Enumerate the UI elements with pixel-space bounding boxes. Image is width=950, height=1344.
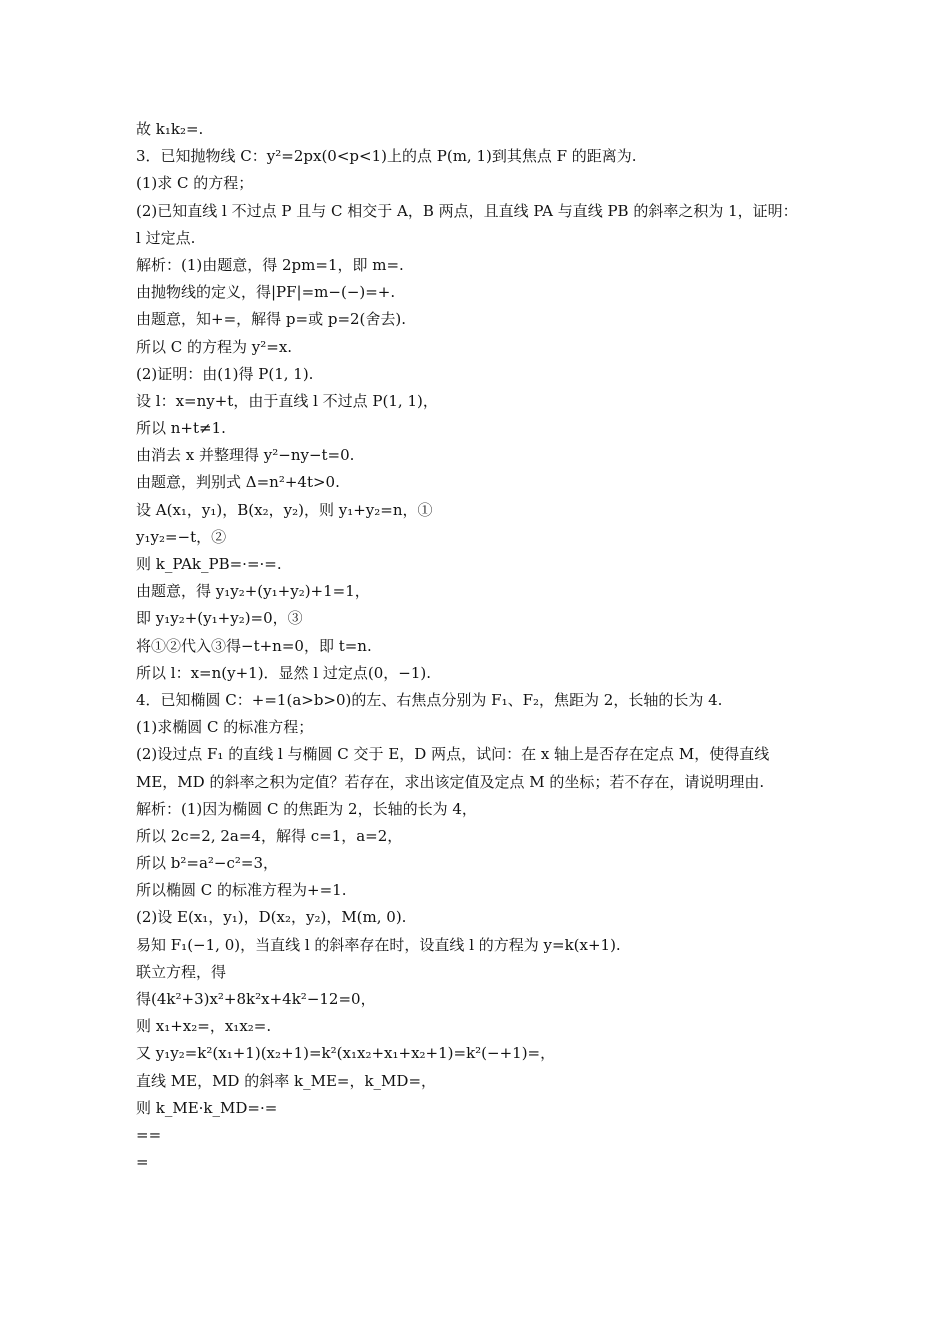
- text-line: 由题意，得 y₁y₂+(y₁+y₂)+1=1，: [136, 582, 370, 601]
- text-line: (2)已知直线 l 不过点 P 且与 C 相交于 A，B 两点，且直线 PA 与直线 PB 的斜率之积为 1，证明：: [136, 201, 798, 220]
- text-line: 3．已知抛物线 C：y²=2px(0<p<1)上的点 P(m, 1)到其焦点 F 的距离为.: [136, 147, 637, 166]
- text-line: 解析：(1)因为椭圆 C 的焦距为 2，长轴的长为 4，: [136, 799, 477, 818]
- text-line: 设 l：x=ny+t，由于直线 l 不过点 P(1, 1)，: [136, 391, 438, 410]
- text-line: 由题意，知+=，解得 p=或 p=2(舍去).: [136, 310, 407, 329]
- text-line: ME，MD 的斜率之积为定值？若存在，求出该定值及定点 M 的坐标；若不存在，请说明理由.: [136, 772, 765, 791]
- text-line: 联立方程，得: [136, 962, 227, 981]
- text-line: (1)求椭圆 C 的标准方程；: [136, 718, 314, 737]
- text-line: 将①②代入③得−t+n=0，即 t=n.: [136, 636, 372, 655]
- text-line: ==: [136, 1125, 162, 1144]
- text-line: 得(4k²+3)x²+8k²x+4k²−12=0，: [136, 990, 376, 1008]
- text-line: 由题意，判别式 Δ=n²+4t>0.: [136, 473, 340, 492]
- text-line: 由消去 x 并整理得 y²−ny−t=0.: [136, 446, 355, 465]
- text-line: (2)设过点 F₁ 的直线 l 与椭圆 C 交于 E，D 两点，试问：在 x 轴上是否存在定点 M，使得直线: [136, 745, 770, 764]
- text-line: 所以 l：x=n(y+1)．显然 l 过定点(0，−1).: [136, 663, 432, 682]
- text-line: 又 y₁y₂=k²(x₁+1)(x₂+1)=k²(x₁x₂+x₁+x₂+1)=k²(−+1)=，: [136, 1044, 556, 1063]
- text-line: 则 k_PAk_PB=·=·=.: [136, 555, 282, 573]
- text-line: (2)设 E(x₁，y₁)，D(x₂，y₂)，M(m, 0).: [136, 908, 407, 927]
- text-line: 所以 n+t≠1.: [136, 419, 226, 438]
- text-line: y₁y₂=−t，②: [136, 527, 227, 546]
- text-line: 所以 C 的方程为 y²=x.: [136, 337, 293, 356]
- text-line: 故 k₁k₂=.: [136, 120, 204, 138]
- text-line: (1)求 C 的方程；: [136, 174, 254, 193]
- text-line: 即 y₁y₂+(y₁+y₂)=0，③: [136, 609, 303, 628]
- text-line: 所以 2c=2, 2a=4，解得 c=1，a=2，: [136, 826, 403, 845]
- text-line: 解析：(1)由题意，得 2pm=1，即 m=.: [136, 255, 404, 274]
- text-line: 4．已知椭圆 C：+=1(a>b>0)的左、右焦点分别为 F₁、F₂，焦距为 2，长轴的长为 4.: [136, 690, 723, 709]
- text-line: 易知 F₁(−1, 0)，当直线 l 的斜率存在时，设直线 l 的方程为 y=k(x+1).: [136, 935, 621, 954]
- text-line: 所以椭圆 C 的标准方程为+=1.: [136, 881, 347, 900]
- text-line: 所以 b²=a²−c²=3，: [136, 854, 279, 873]
- text-line: =: [136, 1153, 149, 1172]
- text-line: l 过定点.: [136, 228, 196, 247]
- text-line: 直线 ME，MD 的斜率 k_ME=，k_MD=，: [136, 1071, 437, 1090]
- text-line: 则 k_ME·k_MD=·=: [136, 1098, 278, 1117]
- text-line: (2)证明：由(1)得 P(1, 1).: [136, 364, 314, 383]
- text-line: 由抛物线的定义，得|PF|=m−(−)=+.: [136, 283, 396, 302]
- text-line: 设 A(x₁，y₁)，B(x₂，y₂)，则 y₁+y₂=n，①: [136, 500, 433, 519]
- text-line: 则 x₁+x₂=，x₁x₂=.: [136, 1017, 272, 1036]
- document-page: [136, 116, 836, 1176]
